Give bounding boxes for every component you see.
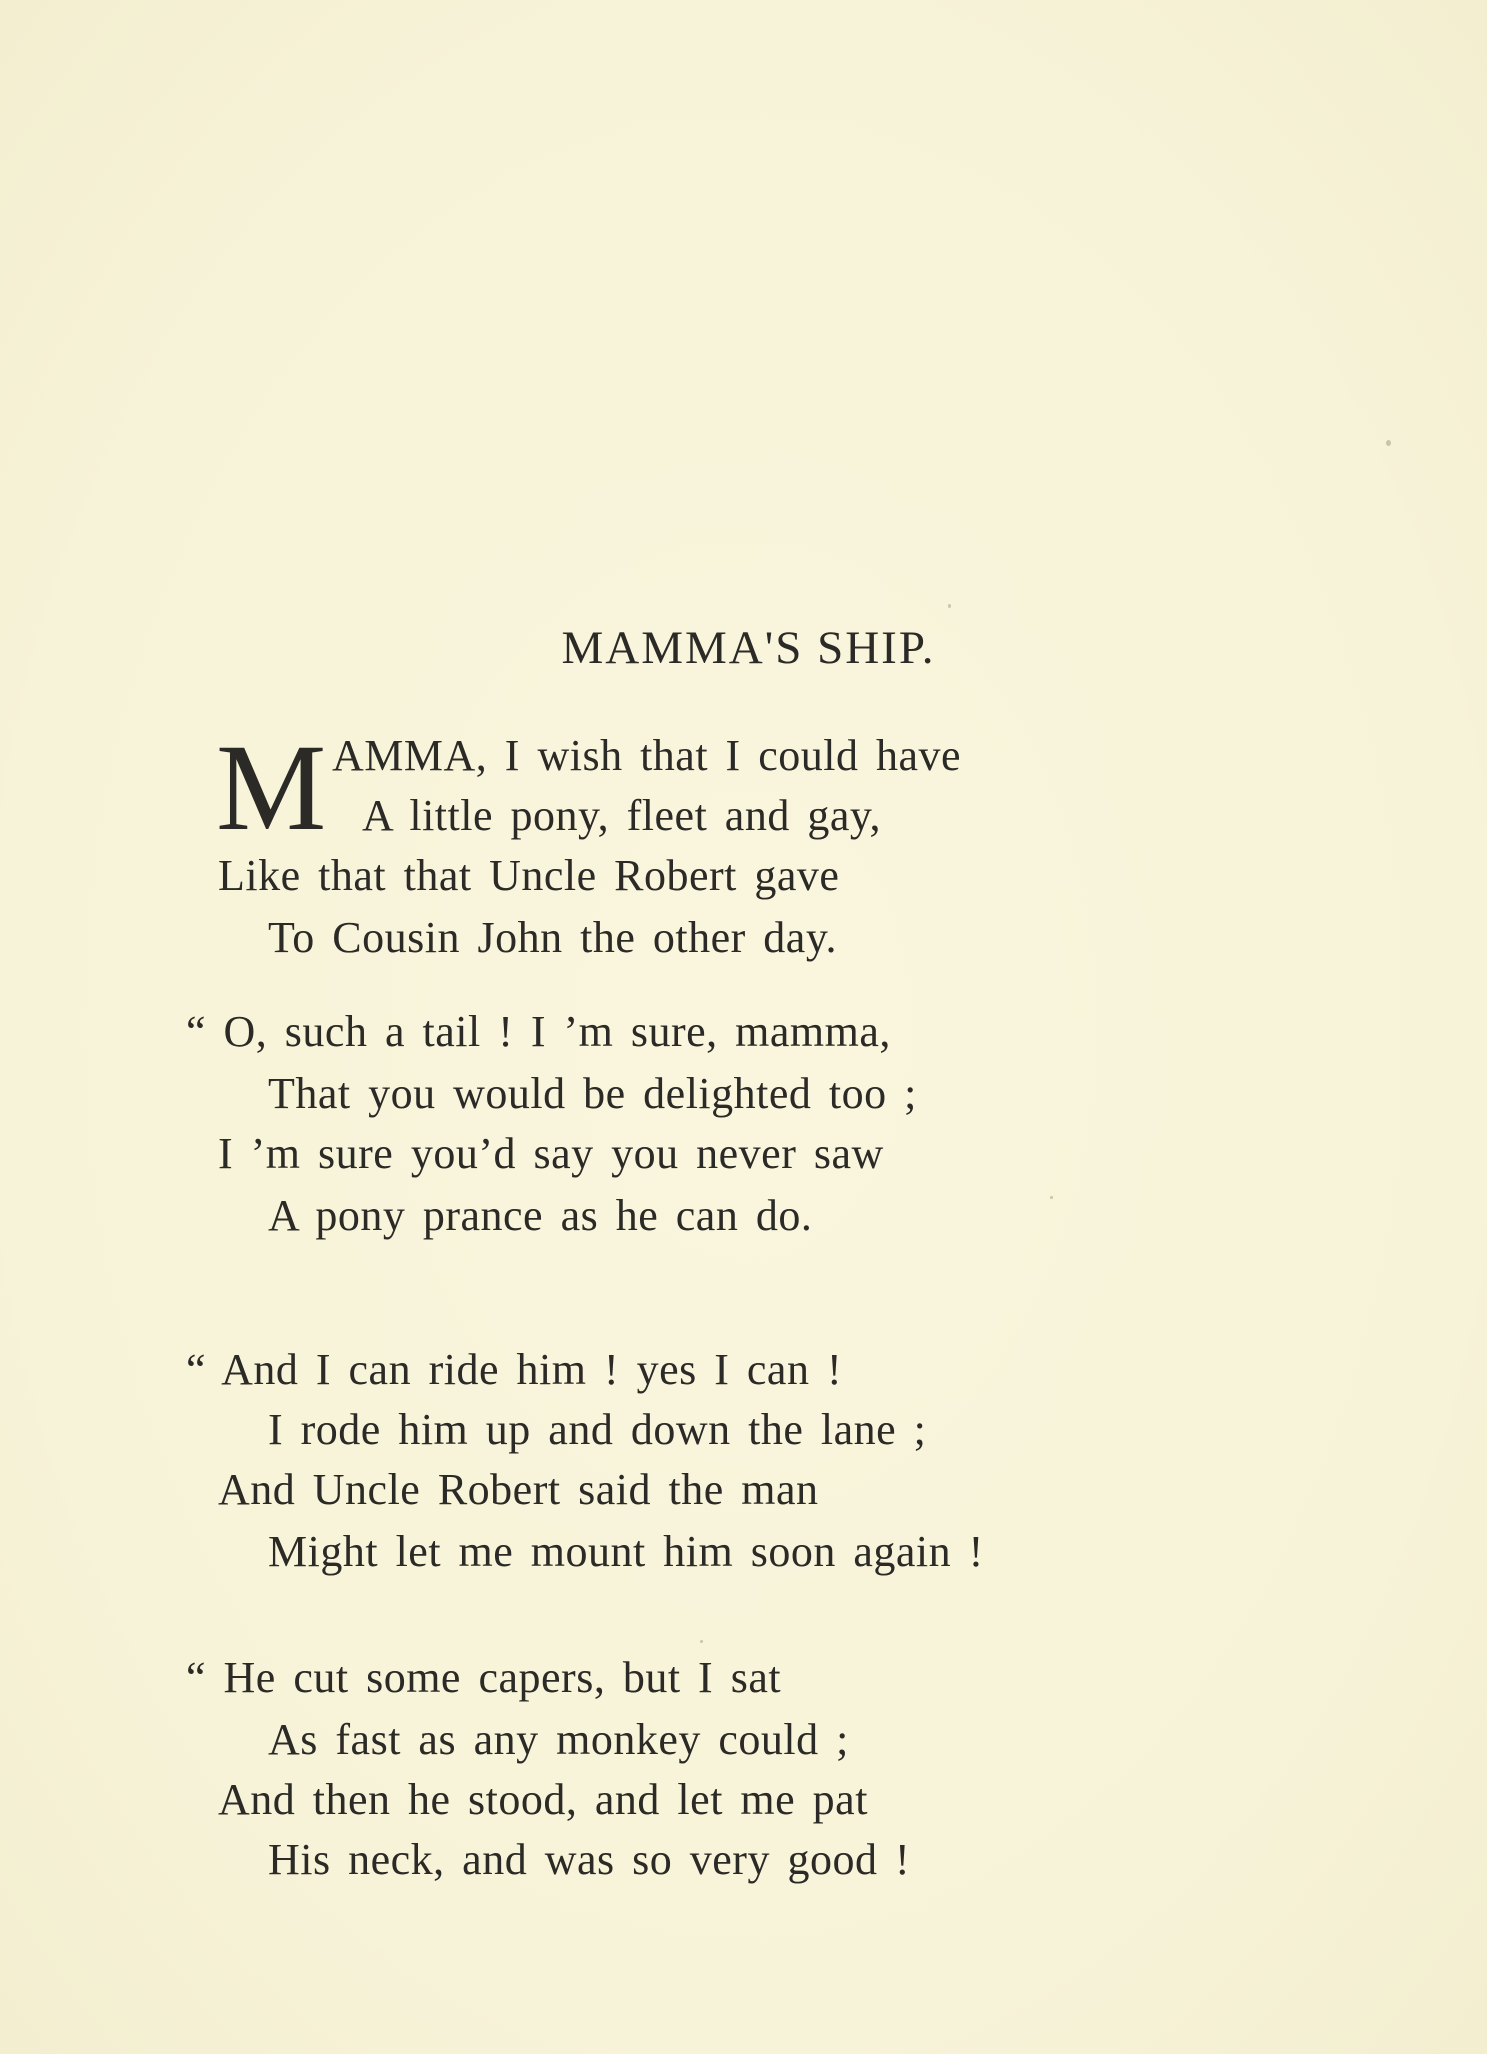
stanza-4-line-3: And then he stood, and let me pat — [218, 1775, 868, 1824]
paper-speck — [700, 1640, 703, 1643]
stanza-4-line-4: His neck, and was so very good ! — [268, 1835, 911, 1884]
stanza-1-line-3: Like that that Uncle Robert gave — [218, 851, 840, 900]
stanza-3-line-1: “ And I can ride him ! yes I can ! — [186, 1345, 843, 1394]
stanza-2-line-4: A pony prance as he can do. — [268, 1191, 813, 1240]
stanza-1-line-4: To Cousin John the other day. — [268, 913, 837, 962]
poem-title: MAMMA'S SHIP. — [561, 622, 936, 674]
stanza-1-line-1: AMMA, I wish that I could have — [332, 731, 962, 780]
paper-speck — [1050, 1196, 1053, 1199]
stanza-3-line-4: Might let me mount him soon again ! — [268, 1527, 984, 1576]
stanza-3-line-3: And Uncle Robert said the man — [218, 1465, 819, 1514]
stanza-4-line-2: As fast as any monkey could ; — [268, 1715, 849, 1764]
stanza-2-line-1: “ O, such a tail ! I ’m sure, mamma, — [186, 1007, 891, 1056]
stanza-2-line-2: That you would be delighted too ; — [268, 1069, 917, 1118]
paper-speck — [1386, 440, 1391, 446]
stanza-4-line-1: “ He cut some capers, but I sat — [186, 1653, 782, 1702]
stanza-1-line-2: A little pony, fleet and gay, — [362, 791, 882, 840]
stanza-2-line-3: I ’m sure you’d say you never saw — [218, 1129, 884, 1178]
paper-speck — [948, 604, 951, 608]
stanza-3-line-2: I rode him up and down the lane ; — [268, 1405, 927, 1454]
drop-cap: M — [216, 719, 327, 856]
